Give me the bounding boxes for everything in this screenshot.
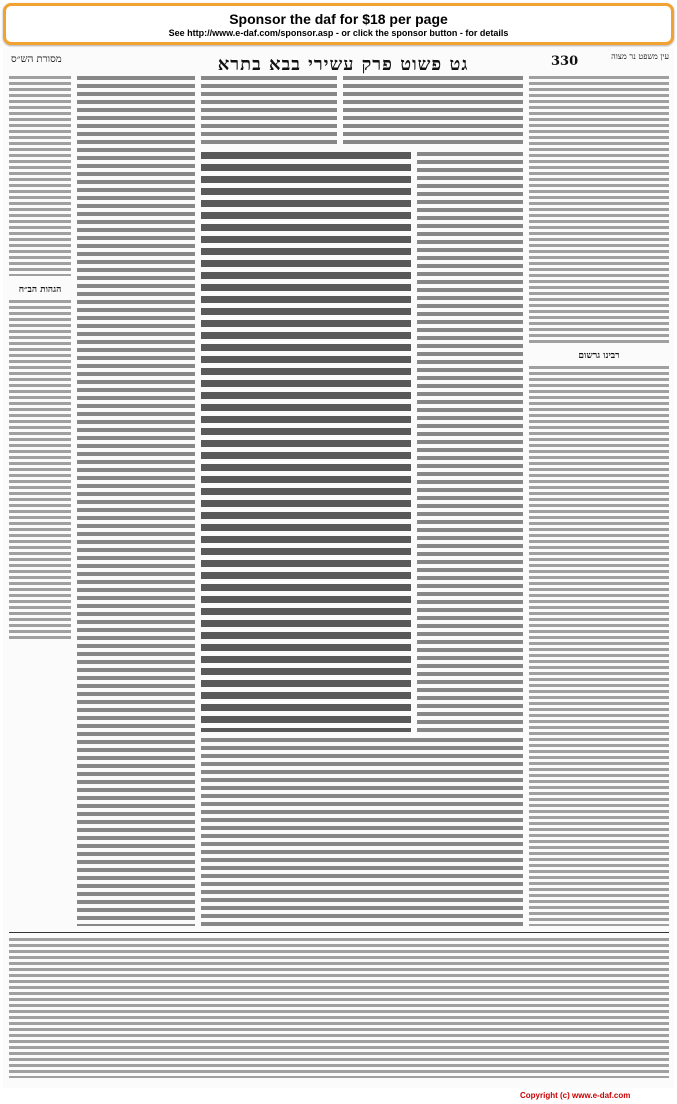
masoret-hashas-label: מסורת הש״ס bbox=[11, 54, 62, 65]
ein-mishpat-label: עין משפט נר מצוה bbox=[611, 52, 669, 61]
ein-mishpat-column bbox=[529, 76, 669, 346]
bottom-commentary bbox=[9, 938, 669, 1078]
hagahot-label: הגהות הב״ח bbox=[18, 285, 62, 295]
talmud-page bbox=[3, 48, 674, 1088]
hagahot-column bbox=[9, 300, 71, 640]
masoret-hashas-column bbox=[9, 76, 71, 276]
commentary-top-left bbox=[201, 76, 337, 146]
rabbeinu-gershom-column bbox=[529, 366, 669, 926]
gemara-lower bbox=[201, 738, 523, 928]
page-number: 330 bbox=[551, 54, 579, 69]
bottom-divider bbox=[9, 932, 669, 933]
page-title: גט פשוט פרק עשירי בבא בתרא bbox=[217, 54, 469, 75]
commentary-top-right bbox=[343, 76, 523, 146]
tosafot-column bbox=[77, 76, 195, 926]
copyright-notice: Copyright (c) www.e-daf.com bbox=[520, 1091, 631, 1100]
sponsor-banner-subtitle[interactable]: See http://www.e-daf.com/sponsor.asp - or click the sponsor button - for details bbox=[168, 28, 509, 38]
sponsor-banner-title[interactable]: Sponsor the daf for $18 per page bbox=[229, 11, 448, 27]
sponsor-banner[interactable] bbox=[3, 3, 674, 45]
rabbeinu-gershom-label: רבינו גרשום bbox=[578, 351, 620, 361]
rashi-column bbox=[417, 152, 523, 732]
gemara-text bbox=[201, 152, 411, 732]
